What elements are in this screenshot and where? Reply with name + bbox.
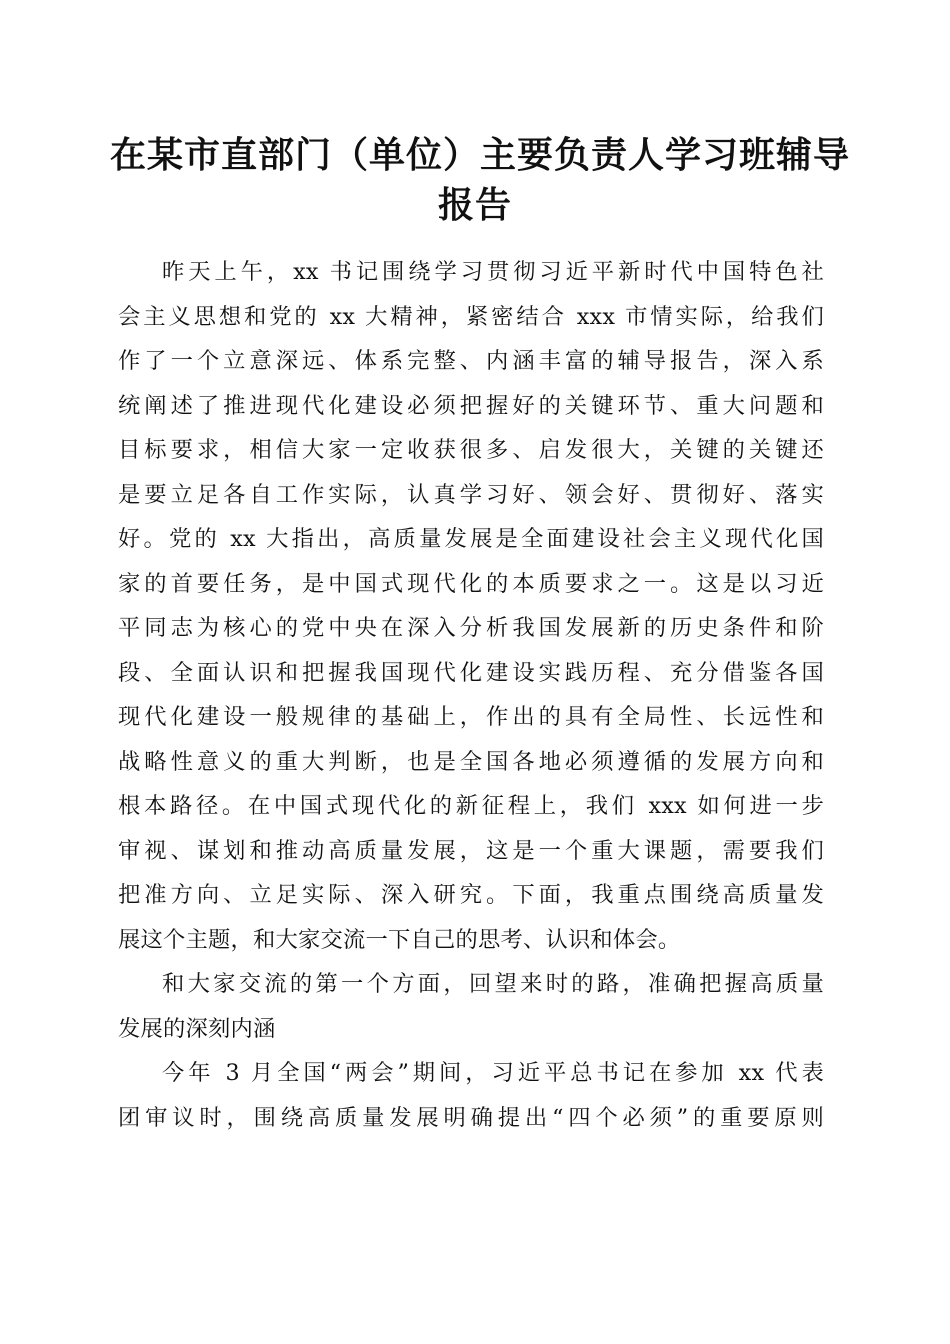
title-line-2: 报告: [437, 184, 512, 226]
text-line: 展这个主题，和大家交流一下自己的思考、认识和体会。: [118, 926, 681, 953]
text-line: 作了一个立意深远、体系完整、内涵丰富的辅导报告，深入系: [118, 348, 824, 374]
text-line: 是要立足各自工作实际，认真学习好、领会好、贯彻好、落实: [118, 481, 824, 508]
text-line: 段、全面认识和把握我国现代化建设实践历程、充分借鉴各国: [118, 659, 824, 686]
text-line: 现代化建设一般规律的基础上，作出的具有全局性、长远性和: [118, 704, 824, 730]
text-line: 好。党的 xx 大指出，高质量发展是全面建设社会主义现代化国: [118, 526, 824, 552]
title-line-1: 在某市直部门（单位）主要负责人学习班辅导: [110, 134, 851, 176]
text-line: 团审议时，围绕高质量发展明确提出“四个必须”的重要原则: [118, 1104, 824, 1131]
text-line: 会主义思想和党的 xx 大精神，紧密结合 xxx 市情实际，给我们: [118, 303, 824, 330]
text-line: 战略性意义的重大判断，也是全国各地必须遵循的发展方向和: [118, 748, 824, 775]
text-line: 统阐述了推进现代化建设必须把握好的关键环节、重大问题和: [118, 392, 824, 419]
document-title: [110, 130, 851, 230]
text-line: 把准方向、立足实际、深入研究。下面，我重点围绕高质量发: [118, 882, 824, 908]
text-line: 目标要求，相信大家一定收获很多、启发很大，关键的关键还: [118, 437, 824, 463]
text-line: 审视、谋划和推动高质量发展，这是一个重大课题，需要我们: [118, 837, 824, 864]
paragraph-2: [118, 962, 824, 1051]
paragraph-3: [118, 1051, 824, 1140]
paragraph-1: [118, 250, 824, 962]
document-body: [118, 250, 824, 1140]
text-line: 家的首要任务，是中国式现代化的本质要求之一。这是以习近: [118, 570, 824, 597]
text-line: 发展的深刻内涵: [118, 1015, 276, 1042]
text-line: 和大家交流的第一个方面，回望来时的路，准确把握高质量: [162, 971, 824, 997]
text-line: 今年 3 月全国“两会”期间，习近平总书记在参加 xx 代表: [162, 1060, 824, 1086]
text-line: 平同志为核心的党中央在深入分析我国发展新的历史条件和阶: [118, 615, 824, 641]
text-line: 根本路径。在中国式现代化的新征程上，我们 xxx 如何进一步: [118, 793, 824, 819]
text-line: 昨天上午，xx 书记围绕学习贯彻习近平新时代中国特色社: [162, 259, 824, 285]
